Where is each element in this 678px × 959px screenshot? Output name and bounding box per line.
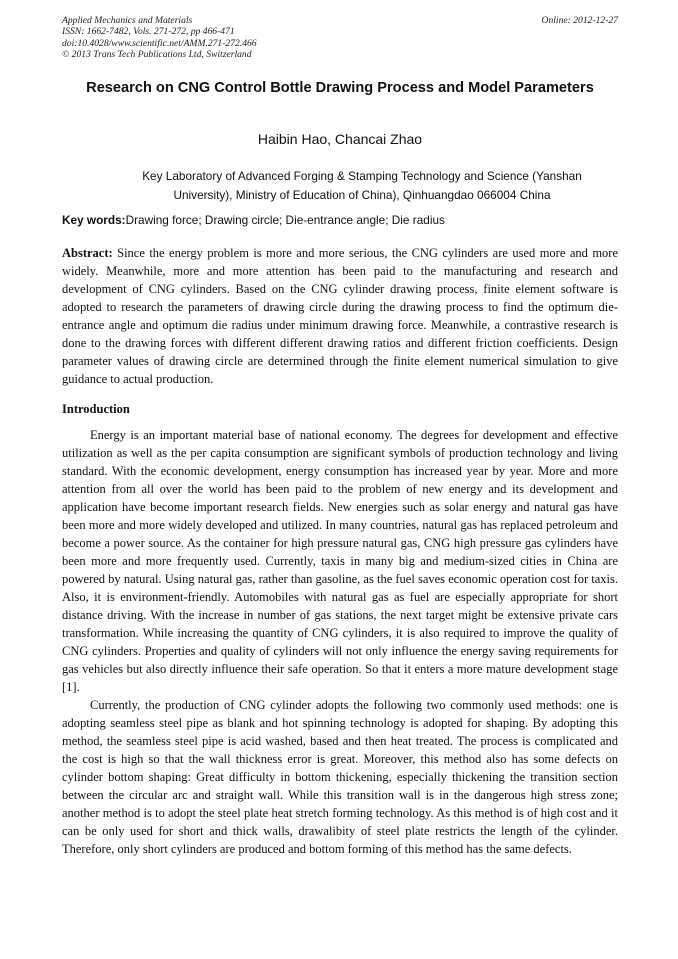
- keywords-text: Drawing force; Drawing circle; Die-entrance angle; Die radius: [125, 213, 445, 227]
- abstract-label: Abstract:: [62, 246, 113, 260]
- journal-name: Applied Mechanics and Materials: [62, 15, 193, 26]
- intro-paragraph-2: Currently, the production of CNG cylinder adopts the following two commonly used methods: one is adopting seamless steel pipe as blank and hot spinning technology is adopted for shaping. By adopting this method, the seamless steel pipe is acid washed, based and then heat treated. The process is complicated and the cost is high so that the wall thickness error is great. Moreover, this method also has some defects on cylinder bottom shaping: Great difficulty in bottom thickening, especially thickening the transition section between the circular arc and straight wall. While this transition wall is in the dangerous high stress zone; another method is to adopt the steel plate heat stretch forming technology. As this method is of high cost and it can be only used for short and thick walls, drawalibity of steel plate restricts the length of the cylinder. Therefore, only short cylinders are produced and bottom forming of this method has the same defects.: [62, 698, 618, 856]
- online-date: Online: 2012-12-27: [541, 15, 618, 26]
- paper-title: Research on CNG Control Bottle Drawing Process and Model Parameters: [86, 80, 594, 96]
- keywords: [62, 213, 618, 228]
- issn-line: ISSN: 1662-7482, Vols. 271-272, pp 466-471: [62, 26, 235, 38]
- section-heading-introduction: Introduction: [62, 402, 130, 416]
- copyright-line: © 2013 Trans Tech Publications Ltd, Switzerland: [62, 49, 252, 61]
- paper-authors: Haibin Hao, Chancai Zhao: [257, 131, 423, 147]
- journal-header: [62, 15, 618, 61]
- intro-paragraph-1: Energy is an important material base of national economy. The degrees for development and effective utilization as well as the per capita consumption are significant symbols of production technology and living standard. With the economic development, energy consumption has increased year by year. More and more attention from all over the world has been paid to the problem of new energy and its development and application have become important research fields. New energies such as solar energy and natural gas have been more and more widely developed and utilized. In many countries, natural gas has replaced petroleum and become a power source. As the container for high pressure natural gas, CNG high pressure gas cylinders have been more and more frequently used. Currently, taxis in many big and medium-sized cities in China are powered by natural. Using natural gas, rather than gasoline, as the fuel saves economic operation cost for taxis. Also, it is environment-friendly. Automobiles with natural gas as fuel are especially appropriate for short distance driving. With the increase in number of gas stations, the next target might be extensive private cars transformation. While increasing the quantity of CNG cylinders, it is also required to improve the quality of CNG cylinders. Properties and quality of cylinders will not only influence the energy saving requirements for gas vehicles but also directly influence their safe operation. So that it enters a more mature development stage [1].: [62, 428, 618, 694]
- keywords-label: Key words:: [62, 213, 126, 227]
- abstract-text: Since the energy problem is more and more serious, the CNG cylinders are used more and more widely. Meanwhile, more and more attention has been paid to the manufacturing and research and development of CNG cylinders. Based on the CNG cylinder drawing process, finite element software is adopted to research the parameters of drawing circle during the drawing process to find the optimum die-entrance angle and optimum die radius under minimum drawing force. Meanwhile, a contrastive research is done to the drawing forces with different different drawing ratios and different friction coefficients. Design parameter values of drawing circle are determined through the finite element numerical simulation to give guidance to actual production.: [62, 246, 618, 386]
- abstract: [62, 244, 618, 388]
- author-affiliation: Key Laboratory of Advanced Forging & Stamping Technology and Science (Yanshan University), Ministry of Education of China), Qinhuangdao 066004 China: [142, 169, 582, 203]
- introduction-body: [62, 426, 618, 858]
- doi-line: doi:10.4028/www.scientific.net/AMM.271-272.466: [62, 37, 257, 49]
